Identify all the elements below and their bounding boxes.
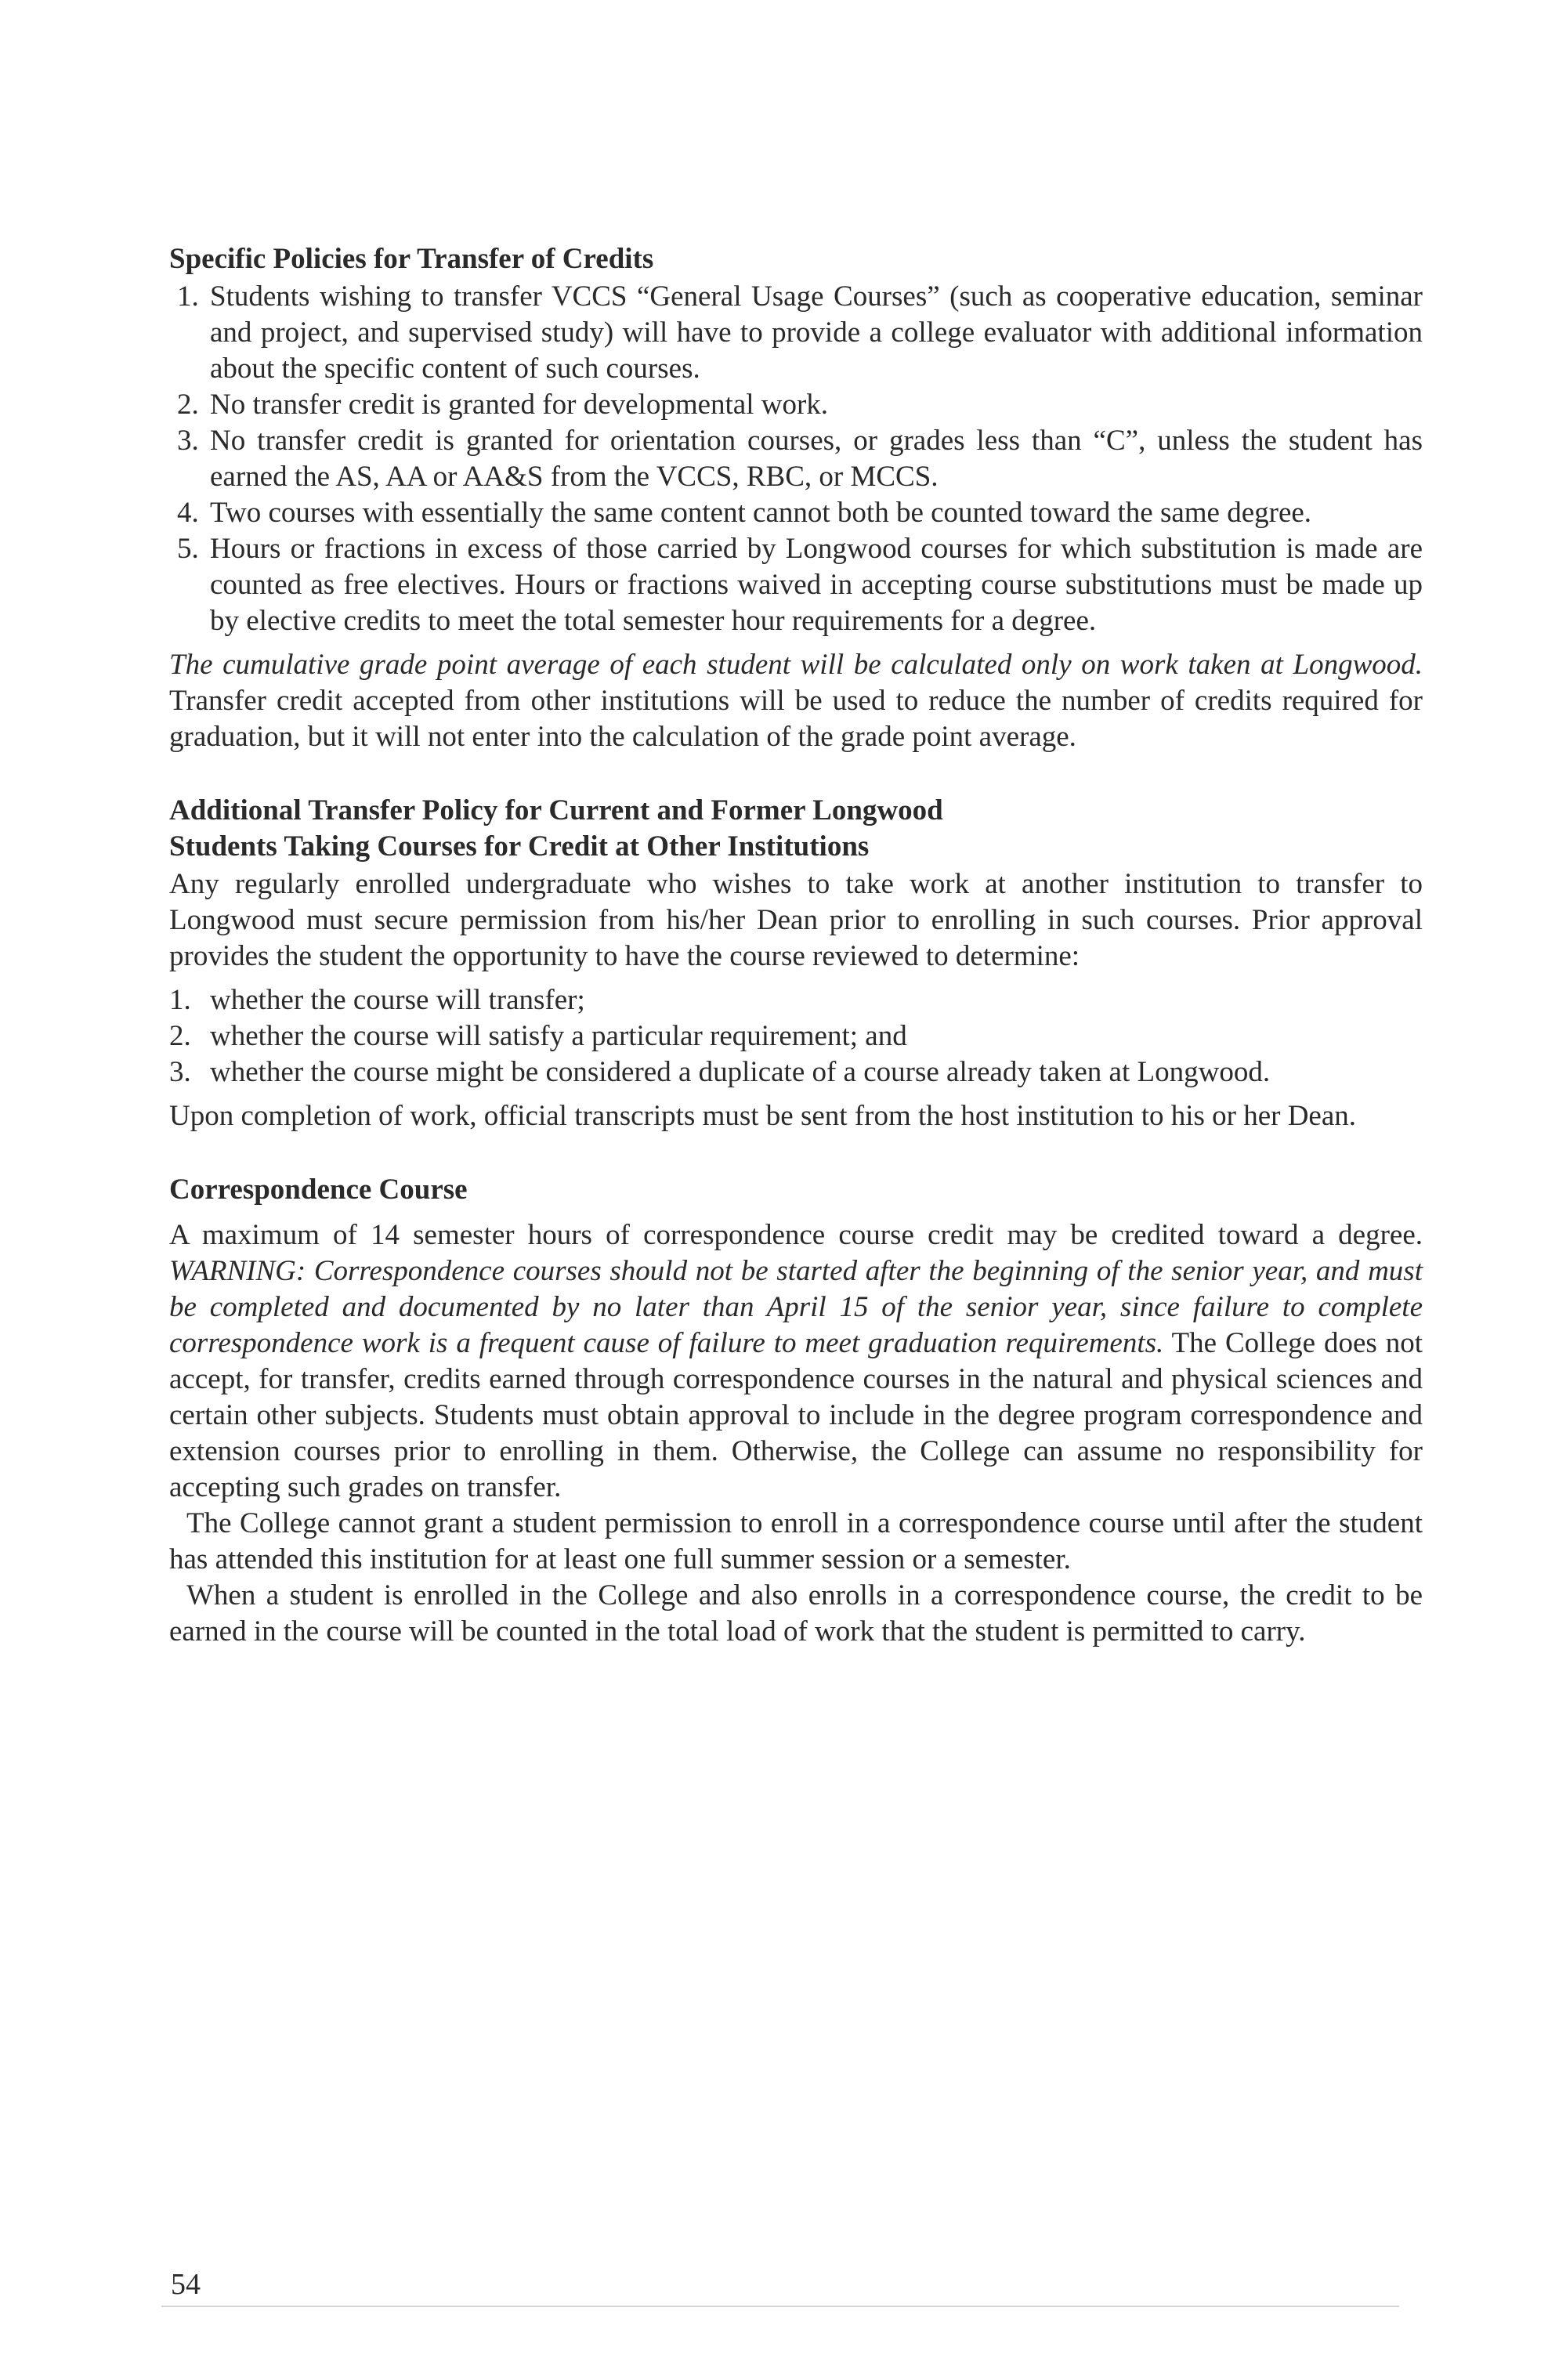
list-item-number: 2. (177, 389, 199, 421)
list-item (177, 279, 1423, 387)
list-item-text: whether the course will satisfy a particular requirement; and (210, 1020, 907, 1052)
review-criteria-list (169, 982, 1423, 1091)
transfer-policies-list (177, 279, 1423, 639)
list-item (177, 387, 1423, 423)
correspondence-warning: WARNING: Correspondence courses should not be started after the beginning of the senior year, and must be completed and documented by no later than April 15 of the senior year, since failure to complete correspondence work is a frequent cause of failure to meet graduation requirements. (169, 1255, 1423, 1359)
section-heading-additional-transfer-policy (169, 793, 1423, 865)
correspondence-text: A maximum of 14 semester hours of correspondence course credit may be credited toward a degree. (169, 1219, 1423, 1251)
transcripts-paragraph: Upon completion of work, official transcripts must be sent from the host institution to his or her Dean. (169, 1100, 1357, 1132)
gpa-note-emphasis: The cumulative grade point average of each student will be calculated only on work taken at Longwood. (169, 649, 1423, 681)
list-item-text: whether the course will transfer; (210, 984, 585, 1016)
permission-intro: Any regularly enrolled undergraduate who wishes to take work at another institution to transfer to Longwood must secure permission from his/her Dean prior to enrolling in such courses. Prior approval provides the student the opportunity to have the course reviewed to determine: (169, 868, 1423, 972)
correspondence-paragraph (169, 1217, 1423, 1506)
list-item-number: 4. (177, 497, 199, 529)
list-item-text: No transfer credit is granted for developmental work. (210, 389, 829, 421)
list-item-number: 3. (169, 1056, 191, 1088)
list-item (177, 495, 1423, 531)
list-item-number: 3. (177, 425, 199, 457)
footer-divider (161, 2306, 1399, 2307)
page-number: 54 (171, 2268, 201, 2301)
list-item (169, 1018, 1423, 1054)
gpa-note (169, 647, 1423, 755)
list-item-number: 5. (177, 533, 199, 565)
list-item-text: Students wishing to transfer VCCS “General Usage Courses” (such as cooperative education, seminar and project, and supervised study) will have to provide a college evaluator with additional information about the specific content of such courses. (210, 280, 1423, 385)
section-heading-transfer-credits: Specific Policies for Transfer of Credits (169, 243, 654, 275)
section-heading-correspondence-course: Correspondence Course (169, 1174, 468, 1206)
list-item-number: 2. (169, 1020, 191, 1052)
list-item (177, 531, 1423, 639)
correspondence-load-paragraph: When a student is enrolled in the College and also enrolls in a correspondence course, the credit to be earned in the course will be counted in the total load of work that the student is permitted to carry. (169, 1579, 1423, 1648)
page-content (169, 241, 1423, 1650)
list-item-text: No transfer credit is granted for orientation courses, or grades less than “C”, unless the student has earned the AS, AA or AA&S from the VCCS, RBC, or MCCS. (210, 425, 1423, 493)
correspondence-permission-paragraph: The College cannot grant a student permission to enroll in a correspondence course until after the student has attended this institution for at least one full summer session or a semester. (169, 1507, 1423, 1575)
heading-line: Students Taking Courses for Credit at Other Institutions (169, 830, 870, 863)
list-item-number: 1. (169, 984, 191, 1016)
list-item (169, 982, 1423, 1018)
list-item-text: whether the course might be considered a duplicate of a course already taken at Longwood. (210, 1056, 1271, 1088)
list-item-text: Two courses with essentially the same content cannot both be counted toward the same degree. (210, 497, 1312, 529)
list-item-number: 1. (177, 280, 199, 313)
list-item (177, 423, 1423, 495)
list-item (169, 1054, 1423, 1091)
gpa-note-text: Transfer credit accepted from other institutions will be used to reduce the number of credits required for graduation, but it will not enter into the calculation of the grade point average. (169, 685, 1423, 753)
heading-line: Additional Transfer Policy for Current and Former Longwood (169, 794, 943, 826)
list-item-text: Hours or fractions in excess of those carried by Longwood courses for which substitution is made are counted as free electives. Hours or fractions waived in accepting course substitutions must be made up by elective credits to meet the total semester hour requirements for a degree. (210, 533, 1423, 637)
correspondence-text: The College does not accept, for transfer, credits earned through correspondence courses in the natural and physical sciences and certain other subjects. Students must obtain approval to include in the degree program correspondence and extension courses prior to enrolling in them. Otherwise, the College can assume no responsibility for accepting such grades on transfer. (169, 1327, 1423, 1503)
